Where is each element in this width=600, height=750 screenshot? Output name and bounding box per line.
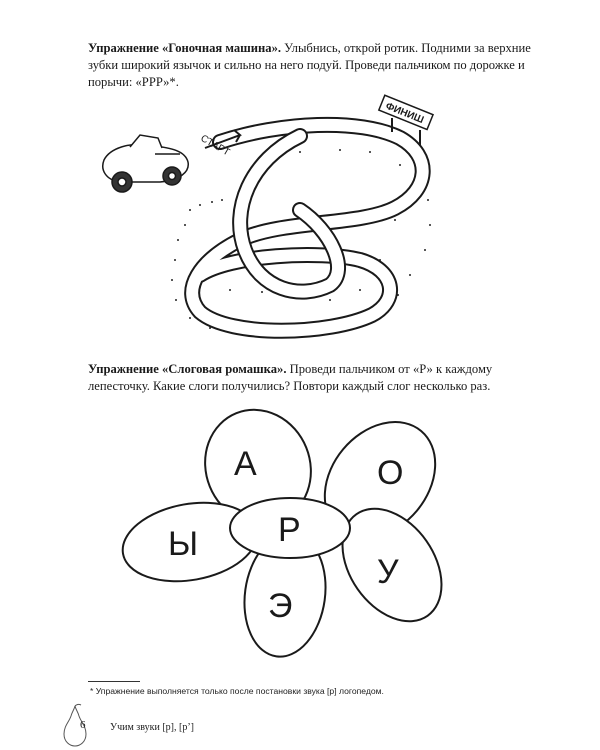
- center-letter-r: Р: [278, 511, 301, 549]
- race-track-illustration: [0, 90, 600, 350]
- exercise-daisy-text: Проведи пальчиком от «Р» к каждому лепесточку. Какие слоги получились? Повтори каждый слог несколько раз.: [88, 362, 493, 393]
- race-car-icon: [103, 135, 188, 192]
- page-number: 6: [80, 719, 86, 731]
- finish-label: ФИНИШ: [383, 100, 426, 127]
- footnote: * Упражнение выполняется только после постановки звука [р] логопедом.: [90, 686, 384, 696]
- exercise-race-car-instructions: [88, 40, 536, 91]
- running-head: Учим звуки [р], [р’]: [110, 722, 194, 733]
- petal-letter-e: Э: [268, 587, 293, 625]
- petal-letter-y: Ы: [168, 525, 199, 563]
- petal-letter-u: У: [377, 553, 399, 591]
- footnote-rule: [88, 681, 140, 682]
- petal-letter-a: А: [234, 445, 257, 483]
- exercise-race-car-text: Улыбнись, открой ротик. Подними за верхние зубки широкий язычок и сильно на него подуй. Проведи пальчиком по дорожке и порычи: «РРР»*.: [88, 41, 531, 89]
- syllable-daisy-illustration: [0, 405, 600, 675]
- exercise-daisy-instructions: [88, 361, 536, 395]
- exercise-race-car-title: Упражнение «Гоночная машина».: [88, 41, 282, 55]
- start-label: СТАРТ: [198, 133, 232, 159]
- exercise-daisy-title: Упражнение «Слоговая ромашка».: [88, 362, 287, 376]
- petal-letter-o: О: [377, 454, 404, 492]
